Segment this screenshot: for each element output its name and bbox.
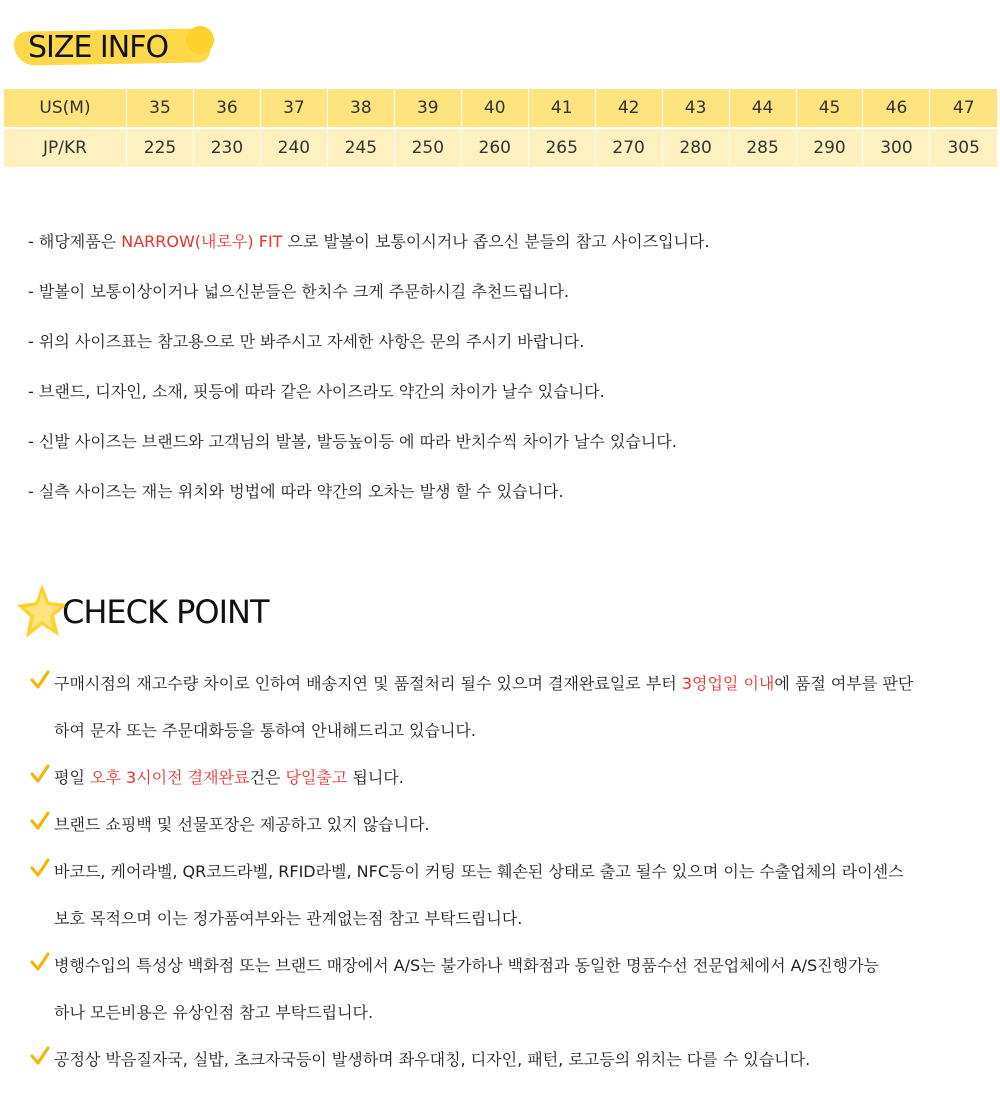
check-text: 에 품절 여부를 판단 — [774, 674, 914, 693]
jp-size-cell: 250 — [394, 128, 461, 167]
note-text: - 해당제품은 — [28, 232, 122, 251]
yellow-brush-dot — [186, 26, 214, 54]
check-item — [30, 848, 990, 942]
check-text: 공정상 박음질자국, 실밥, 초크자국등이 발생하며 좌우대칭, 디자인, 패턴, 로고등의 위치는 다를 수 있습니다. — [54, 1050, 811, 1069]
size-info-title: SIZE INFO — [28, 30, 169, 65]
check-text: 보호 목적으며 이는 정가품여부와는 관계없는점 참고 부탁드립니다. — [54, 909, 523, 928]
check-icon — [30, 811, 50, 831]
us-size-cell: 46 — [863, 89, 930, 128]
check-text: 평일 — [54, 768, 90, 787]
check-highlight: 3영업일 이내 — [681, 674, 775, 693]
size-table — [3, 89, 997, 167]
check-text: 하여 문자 또는 주문대화등을 통하여 안내해드리고 있습니다. — [54, 721, 477, 740]
jp-size-cell: 280 — [662, 128, 729, 167]
size-note: - 위의 사이즈표는 참고용으로 만 봐주시고 자세한 사항은 문의 주시기 바랍니다. — [28, 332, 585, 351]
size-note — [28, 228, 988, 278]
check-item — [30, 801, 990, 848]
check-text: 브랜드 쇼핑백 및 선물포장은 제공하고 있지 않습니다. — [54, 815, 430, 834]
check-item — [30, 754, 990, 801]
size-note: - 브랜드, 디자인, 소재, 핏등에 따라 같은 사이즈라도 약간의 차이가 날수 있습니다. — [28, 382, 605, 401]
note-highlight: NARROW(내로우) FIT — [121, 232, 283, 251]
check-text: 바코드, 케어라벨, QR코드라벨, RFID라벨, NFC등이 커팅 또는 훼손된 상태로 출고 될수 있으며 이는 수출업체의 라이센스 — [54, 862, 904, 881]
note-text: 으로 발볼이 보통이시거나 좁으신 분들의 참고 사이즈입니다. — [282, 232, 710, 251]
us-size-cell: 41 — [528, 89, 595, 128]
size-info-heading — [14, 26, 214, 74]
check-text: 구매시점의 재고수량 차이로 인하여 배송지연 및 품절처리 될수 있으며 결재완료일로 부터 — [54, 674, 682, 693]
jp-size-cell: 285 — [729, 128, 796, 167]
us-size-cell: 35 — [127, 89, 194, 128]
us-size-cell: 43 — [662, 89, 729, 128]
check-point-list — [30, 660, 990, 1083]
check-text: 하나 모든비용은 유상인점 참고 부탁드립니다. — [54, 1003, 374, 1022]
jp-size-cell: 265 — [528, 128, 595, 167]
us-size-cell: 47 — [930, 89, 997, 128]
size-note: - 실측 사이즈는 재는 위치와 벙법에 따라 약간의 오차는 발생 할 수 있습니다. — [28, 482, 564, 501]
check-item — [30, 942, 990, 1036]
jp-size-cell: 290 — [796, 128, 863, 167]
us-size-cell: 45 — [796, 89, 863, 128]
check-text: 됩니다. — [347, 768, 404, 787]
us-size-cell: 44 — [729, 89, 796, 128]
jp-size-cell: 245 — [327, 128, 394, 167]
check-icon — [30, 764, 50, 784]
us-size-cell: 36 — [193, 89, 260, 128]
jp-size-cell: 305 — [930, 128, 997, 167]
jp-size-cell: 225 — [127, 128, 194, 167]
jp-label: JP/KR — [4, 128, 127, 167]
check-highlight: 당일출고 — [285, 768, 348, 787]
check-point-title: CHECK POINT — [62, 593, 269, 631]
jp-size-cell: 260 — [461, 128, 528, 167]
check-text: 건은 — [249, 768, 286, 787]
check-item — [30, 660, 990, 754]
us-size-cell: 40 — [461, 89, 528, 128]
jp-size-cell: 240 — [260, 128, 327, 167]
check-item — [30, 1036, 990, 1083]
us-size-cell: 39 — [394, 89, 461, 128]
size-note: - 발볼이 보통이상이거나 넓으신분들은 한치수 크게 주문하시길 추천드립니다. — [28, 282, 570, 301]
us-label: US(M) — [4, 89, 127, 128]
jp-size-cell: 270 — [595, 128, 662, 167]
check-icon — [30, 952, 50, 972]
us-size-cell: 42 — [595, 89, 662, 128]
check-icon — [30, 858, 50, 878]
jp-size-cell: 300 — [863, 128, 930, 167]
us-size-cell: 38 — [327, 89, 394, 128]
us-size-row — [4, 89, 998, 128]
check-highlight: 오후 3시이전 결재완료 — [90, 768, 250, 787]
us-size-cell: 37 — [260, 89, 327, 128]
jp-size-cell: 230 — [193, 128, 260, 167]
check-point-heading — [16, 582, 296, 642]
check-text: 병행수입의 특성상 백화점 또는 브랜드 매장에서 A/S는 불가하나 백화점과 동일한 명품수선 전문업체에서 A/S진행가능 — [54, 956, 879, 975]
jp-size-row — [4, 128, 998, 167]
size-notes-list — [28, 228, 988, 528]
size-note: - 신발 사이즈는 브랜드와 고객님의 발볼, 발등높이등 에 따라 반치수씩 차이가 날수 있습니다. — [28, 432, 677, 451]
check-icon — [30, 1046, 50, 1066]
check-icon — [30, 670, 50, 690]
